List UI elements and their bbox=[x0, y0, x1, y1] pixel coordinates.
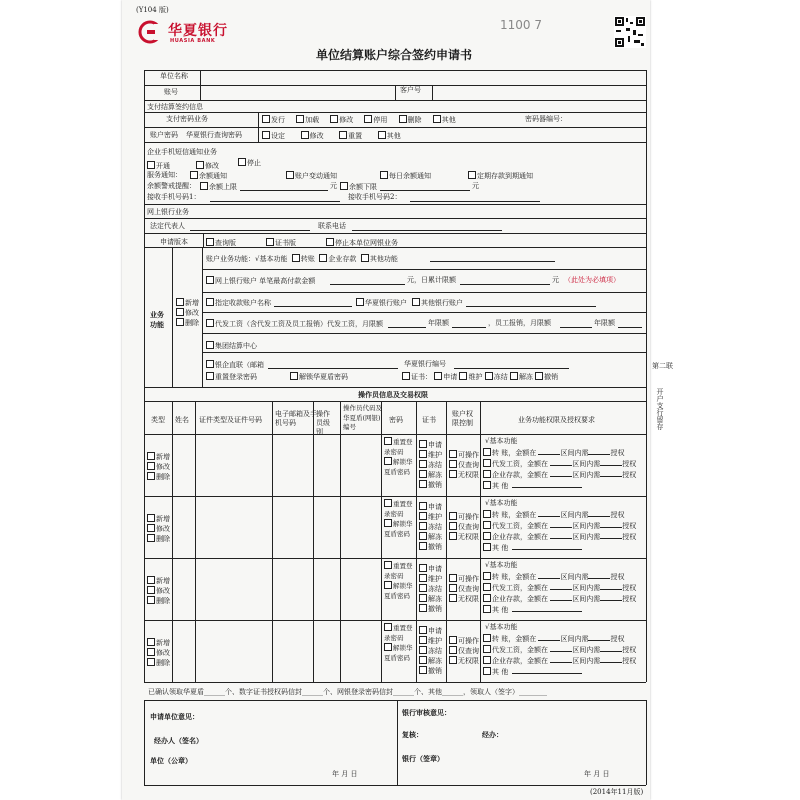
customer-no-label: 客户号 bbox=[400, 86, 421, 94]
op-pwd-reset[interactable]: 重置登录密码 bbox=[384, 438, 413, 456]
bank-name-cn: 华夏银行 bbox=[168, 23, 228, 39]
required-note: （此处为必填项） bbox=[564, 276, 620, 284]
ebank-type-options bbox=[176, 298, 199, 328]
op-cert-option[interactable]: 冻结 bbox=[419, 522, 442, 532]
form-title: 单位结算账户综合签约申请书 bbox=[316, 48, 473, 62]
opt-pwd-other[interactable]: 其他 bbox=[378, 132, 401, 140]
opt-modify[interactable]: 修改 bbox=[330, 116, 353, 124]
version-cert[interactable]: 证书版 bbox=[266, 238, 296, 248]
col-email: 电子邮箱及手机号码 bbox=[275, 410, 317, 427]
op-func-line[interactable]: 企业存款，金额在 区间内需 授权 bbox=[483, 656, 636, 666]
operator-section-label: 操作员信息及交易权限 bbox=[358, 390, 428, 399]
op-func-other[interactable]: 其 他 bbox=[483, 605, 582, 615]
pwd-business-options bbox=[262, 115, 456, 125]
cert-maintain[interactable]: 维护 bbox=[459, 373, 482, 381]
op-pwd bbox=[384, 499, 414, 539]
op-acct-perm bbox=[449, 512, 479, 542]
op-cert-option[interactable]: 撤销 bbox=[419, 480, 442, 490]
unit-stamp-label: 单位（公章） bbox=[150, 756, 192, 765]
op-func-line[interactable]: 代发工资，金额在 区间内需 授权 bbox=[483, 645, 636, 655]
version-stop[interactable]: 停止本单位网银业务 bbox=[326, 238, 398, 248]
cert-options: 证书： 申请 维护 冻结 解冻 撤销 bbox=[402, 372, 558, 382]
op-perm-option[interactable]: 可操作 bbox=[449, 636, 479, 646]
ebank-modify[interactable]: 修改 bbox=[176, 308, 199, 318]
version-query[interactable]: 查询版 bbox=[206, 238, 236, 248]
cert-unfreeze[interactable]: 解冻 bbox=[510, 373, 533, 381]
bank-date: 年 月 日 bbox=[584, 770, 610, 778]
op-perm-option[interactable]: 仅查询 bbox=[449, 522, 479, 532]
sms-open[interactable]: 开通 bbox=[147, 161, 170, 171]
func-other[interactable]: 其他功能 bbox=[361, 255, 398, 263]
op-type-modify[interactable]: 修改 bbox=[147, 524, 170, 534]
op-pwd bbox=[384, 623, 414, 663]
bank-handler-label: 经办： bbox=[482, 730, 503, 739]
bank-sign-label: 银行（签章） bbox=[402, 754, 444, 763]
opt-disable[interactable]: 停用 bbox=[364, 116, 387, 124]
applicant-date: 年 月 日 bbox=[332, 770, 358, 778]
op-cert-option[interactable]: 解冻 bbox=[419, 656, 442, 666]
copy-retention: 开户支行留存 bbox=[656, 388, 664, 430]
phone1-label: 接收手机号码1： bbox=[147, 193, 201, 201]
op-func-other[interactable]: 其 他 bbox=[483, 543, 582, 553]
op-func-other[interactable]: 其 他 bbox=[483, 481, 582, 491]
unit-name-label: 单位名称 bbox=[160, 72, 188, 80]
op-func-basic: √基本功能 bbox=[485, 499, 518, 507]
op-perm-option[interactable]: 仅查询 bbox=[449, 646, 479, 656]
sms-modify[interactable]: 修改 bbox=[196, 161, 219, 171]
op-func-line[interactable]: 转 账，金额在 区间内需 授权 bbox=[483, 572, 624, 582]
sms-daily-notice[interactable]: 每日余额通知 bbox=[380, 171, 431, 181]
func-line: 账户业务功能：√基本功能 转账 企业存款 其他功能 bbox=[206, 255, 398, 263]
op-perm-option[interactable]: 可操作 bbox=[449, 574, 479, 584]
online-account[interactable]: 网上银行账户 单笔最高付款金额 bbox=[206, 276, 315, 286]
op-cert-option[interactable]: 冻结 bbox=[419, 460, 442, 470]
op-func-basic: √基本功能 bbox=[485, 623, 518, 631]
op-type-add[interactable]: 新增 bbox=[147, 638, 170, 648]
col-func: 业务功能权限及授权要求 bbox=[518, 416, 595, 424]
sms-balance-label: 余额警戒提醒： bbox=[147, 182, 196, 190]
op-func-basic: √基本功能 bbox=[485, 437, 518, 445]
opt-load[interactable]: 加载 bbox=[296, 116, 319, 124]
group-center[interactable]: 集团结算中心 bbox=[206, 341, 257, 351]
op-func-line[interactable]: 代发工资，金额在 区间内需 授权 bbox=[483, 459, 636, 469]
col-pwd: 密码 bbox=[389, 416, 403, 424]
opt-set[interactable]: 设定 bbox=[262, 132, 285, 140]
op-acct-perm bbox=[449, 450, 479, 480]
op-cert-option[interactable]: 解冻 bbox=[419, 532, 442, 542]
staff-limit-label: ，员工报销，月限额 bbox=[488, 319, 551, 327]
device-no-label: 密码器编号： bbox=[525, 115, 567, 123]
ebank-section-label: 网上银行业务 bbox=[147, 208, 189, 216]
op-cert-option[interactable]: 申请 bbox=[419, 564, 442, 574]
edition-label: (2014年11月版) bbox=[590, 788, 644, 796]
op-pwd bbox=[384, 437, 414, 477]
op-pwd-unlock[interactable]: 解锁华夏盾密码 bbox=[384, 520, 413, 538]
op-cert bbox=[419, 502, 442, 552]
bank-logo bbox=[138, 20, 164, 48]
sms-section-label: 企业手机短信通知业务 bbox=[147, 148, 217, 156]
op-perm-option[interactable]: 仅查询 bbox=[449, 460, 479, 470]
contact-phone-label: 联系电话 bbox=[318, 222, 346, 230]
sms-stop[interactable]: 停止 bbox=[238, 158, 261, 168]
handler-sign-label: 经办人（签名） bbox=[154, 736, 203, 745]
op-func-line[interactable]: 企业存款，金额在 区间内需 授权 bbox=[483, 470, 636, 480]
op-cert-option[interactable]: 撤销 bbox=[419, 604, 442, 614]
review-label: 复核： bbox=[402, 730, 423, 739]
phone2-label: 接收手机号码2： bbox=[348, 193, 402, 201]
col-acct-perm: 账户权限控制 bbox=[452, 410, 473, 427]
op-type bbox=[147, 576, 170, 606]
bank-opinion-label: 银行审核意见： bbox=[402, 708, 451, 717]
op-pwd-unlock[interactable]: 解锁华夏盾密码 bbox=[384, 582, 413, 600]
op-type-modify[interactable]: 修改 bbox=[147, 586, 170, 596]
op-perm-option[interactable]: 无权限 bbox=[449, 532, 479, 542]
year-limit-label: 年限额 bbox=[428, 319, 449, 327]
bank-reset-pwd[interactable]: 重置登录密码 bbox=[206, 372, 257, 382]
cert-apply[interactable]: 申请 bbox=[434, 373, 457, 381]
op-type-delete[interactable]: 删除 bbox=[147, 658, 170, 668]
pay-account[interactable]: 指定收款账户名称 bbox=[206, 298, 271, 308]
cert-freeze[interactable]: 冻结 bbox=[485, 373, 508, 381]
qr-code-icon bbox=[614, 16, 646, 48]
op-pwd bbox=[384, 561, 414, 601]
op-type-delete[interactable]: 删除 bbox=[147, 596, 170, 606]
sms-service-label: 服务通知： bbox=[147, 171, 182, 179]
op-cert-option[interactable]: 解冻 bbox=[419, 470, 442, 480]
hx-account[interactable]: 华夏银行账户 bbox=[356, 298, 407, 308]
day-limit-label: 元，日累计限额 bbox=[407, 276, 456, 284]
sms-upper[interactable]: 余额上限 bbox=[200, 182, 237, 192]
payment-section-label: 支付结算签约信息 bbox=[147, 103, 203, 111]
op-cert-option[interactable]: 维护 bbox=[419, 512, 442, 522]
copy-number: 第二联 bbox=[652, 362, 673, 370]
op-cert bbox=[419, 440, 442, 490]
op-func-line[interactable]: 转 账，金额在 区间内需 授权 bbox=[483, 510, 624, 520]
opt-issue[interactable]: 发行 bbox=[262, 116, 285, 124]
col-cert: 证书 bbox=[422, 416, 436, 424]
op-cert-option[interactable]: 维护 bbox=[419, 574, 442, 584]
sms-balance-notice[interactable]: 余额通知 bbox=[190, 171, 227, 181]
account-pwd-sub: 华夏银行查询密码 bbox=[186, 131, 242, 139]
op-func-basic: √基本功能 bbox=[485, 561, 518, 569]
pwd-business-label: 支付密码业务 bbox=[166, 115, 208, 123]
col-id: 证件类型及证件号码 bbox=[199, 416, 262, 424]
func-deposit[interactable]: 企业存款 bbox=[319, 255, 356, 263]
op-type bbox=[147, 514, 170, 544]
yuan-unit: 元 bbox=[472, 182, 479, 190]
col-code: 操作员代码及华夏盾(网银)编号 bbox=[343, 404, 382, 431]
op-cert-option[interactable]: 冻结 bbox=[419, 584, 442, 594]
op-func-line[interactable]: 代发工资，金额在 区间内需 授权 bbox=[483, 583, 636, 593]
op-type bbox=[147, 638, 170, 668]
sms-lower[interactable]: 余额下限 bbox=[340, 182, 377, 192]
op-pwd-reset[interactable]: 重置登录密码 bbox=[384, 562, 413, 580]
op-type-modify[interactable]: 修改 bbox=[147, 648, 170, 658]
ebank-add[interactable]: 新增 bbox=[176, 298, 199, 308]
form-code: (Y104 版) bbox=[136, 6, 169, 14]
op-acct-perm bbox=[449, 636, 479, 666]
opt-reset[interactable]: 重置 bbox=[339, 132, 362, 140]
op-pwd-reset[interactable]: 重置登录密码 bbox=[384, 500, 413, 518]
op-perm-option[interactable]: 无权限 bbox=[449, 594, 479, 604]
op-type-add[interactable]: 新增 bbox=[147, 576, 170, 586]
bank-name-en: HUASIA BANK bbox=[170, 38, 216, 44]
bank-direct[interactable]: 银企直联（邮箱 bbox=[206, 360, 264, 370]
op-perm-option[interactable]: 可操作 bbox=[449, 512, 479, 522]
op-cert bbox=[419, 626, 442, 676]
year-limit-label: 年限额 bbox=[594, 319, 615, 327]
op-func-line[interactable]: 代发工资，金额在 区间内需 授权 bbox=[483, 521, 636, 531]
op-func-line[interactable]: 转 账，金额在 区间内需 授权 bbox=[483, 448, 624, 458]
op-func-line[interactable]: 企业存款，金额在 区间内需 授权 bbox=[483, 532, 636, 542]
other-account[interactable]: 其他银行账户 bbox=[412, 298, 463, 308]
op-cert-option[interactable]: 维护 bbox=[419, 636, 442, 646]
func-transfer[interactable]: 转账 bbox=[292, 255, 315, 263]
op-perm-option[interactable]: 无权限 bbox=[449, 656, 479, 666]
op-perm-option[interactable]: 无权限 bbox=[449, 470, 479, 480]
op-type-delete[interactable]: 删除 bbox=[147, 472, 170, 482]
yuan-unit: 元 bbox=[330, 182, 337, 190]
applicant-opinion-label: 申请单位意见： bbox=[150, 712, 199, 721]
op-cert-option[interactable]: 撤销 bbox=[419, 542, 442, 552]
op-cert-option[interactable]: 申请 bbox=[419, 440, 442, 450]
op-perm-option[interactable]: 可操作 bbox=[449, 450, 479, 460]
ebank-delete[interactable]: 删除 bbox=[176, 318, 199, 328]
op-type bbox=[147, 452, 170, 482]
opt-change[interactable]: 修改 bbox=[301, 132, 324, 140]
op-func-other[interactable]: 其 他 bbox=[483, 667, 582, 677]
cert-revoke[interactable]: 撤销 bbox=[535, 373, 558, 381]
legal-rep-label: 法定代表人 bbox=[150, 222, 185, 230]
op-pwd-unlock[interactable]: 解锁华夏盾密码 bbox=[384, 458, 413, 476]
account-pwd-options bbox=[262, 131, 401, 141]
opt-delete[interactable]: 删除 bbox=[399, 116, 422, 124]
op-cert-option[interactable]: 冻结 bbox=[419, 646, 442, 656]
op-type-modify[interactable]: 修改 bbox=[147, 462, 170, 472]
op-cert-option[interactable]: 申请 bbox=[419, 502, 442, 512]
sms-change-notice[interactable]: 账户变动通知 bbox=[286, 171, 337, 181]
op-cert-option[interactable]: 申请 bbox=[419, 626, 442, 636]
version-label: 申请版本 bbox=[160, 238, 188, 246]
bank-emblem-icon bbox=[138, 20, 164, 44]
op-func-line[interactable]: 企业存款，金额在 区间内需 授权 bbox=[483, 594, 636, 604]
op-type-add[interactable]: 新增 bbox=[147, 514, 170, 524]
sms-deposit-notice[interactable]: 定期存款到期通知 bbox=[468, 171, 533, 181]
account-label: 账号 bbox=[164, 88, 178, 96]
op-type-add[interactable]: 新增 bbox=[147, 452, 170, 462]
wage-line[interactable]: 代发工资（含代发工资及员工报销）代发工资，月限额 bbox=[206, 319, 383, 329]
op-type-delete[interactable]: 删除 bbox=[147, 534, 170, 544]
op-perm-option[interactable]: 仅查询 bbox=[449, 584, 479, 594]
bank-unlock-pwd[interactable]: 解锁华夏盾密码 bbox=[290, 372, 348, 382]
op-func-line[interactable]: 转 账，金额在 区间内需 授权 bbox=[483, 634, 624, 644]
op-cert-option[interactable]: 解冻 bbox=[419, 594, 442, 604]
yuan-unit: 元 bbox=[552, 276, 559, 284]
col-level: 操作员级别 bbox=[316, 410, 330, 436]
account-pwd-label: 账户密码 bbox=[150, 131, 178, 139]
col-name: 姓名 bbox=[175, 416, 189, 424]
opt-other[interactable]: 其他 bbox=[433, 116, 456, 124]
col-type: 类型 bbox=[151, 416, 165, 424]
business-function-label: 业务功能 bbox=[150, 310, 164, 329]
receipt-line: 已确认领取华夏盾______个、数字证书授权码信封______个、网银登录密码信封______个、其他______，领取人（签字）________ bbox=[148, 688, 547, 696]
handwritten-mark: 1100 7 bbox=[500, 18, 542, 32]
op-pwd-reset[interactable]: 重置登录密码 bbox=[384, 624, 413, 642]
op-pwd-unlock[interactable]: 解锁华夏盾密码 bbox=[384, 644, 413, 662]
op-cert-option[interactable]: 撤销 bbox=[419, 666, 442, 676]
hx-code-label: 华夏银行编号 bbox=[404, 360, 446, 368]
op-acct-perm bbox=[449, 574, 479, 604]
op-cert bbox=[419, 564, 442, 614]
op-cert-option[interactable]: 维护 bbox=[419, 450, 442, 460]
